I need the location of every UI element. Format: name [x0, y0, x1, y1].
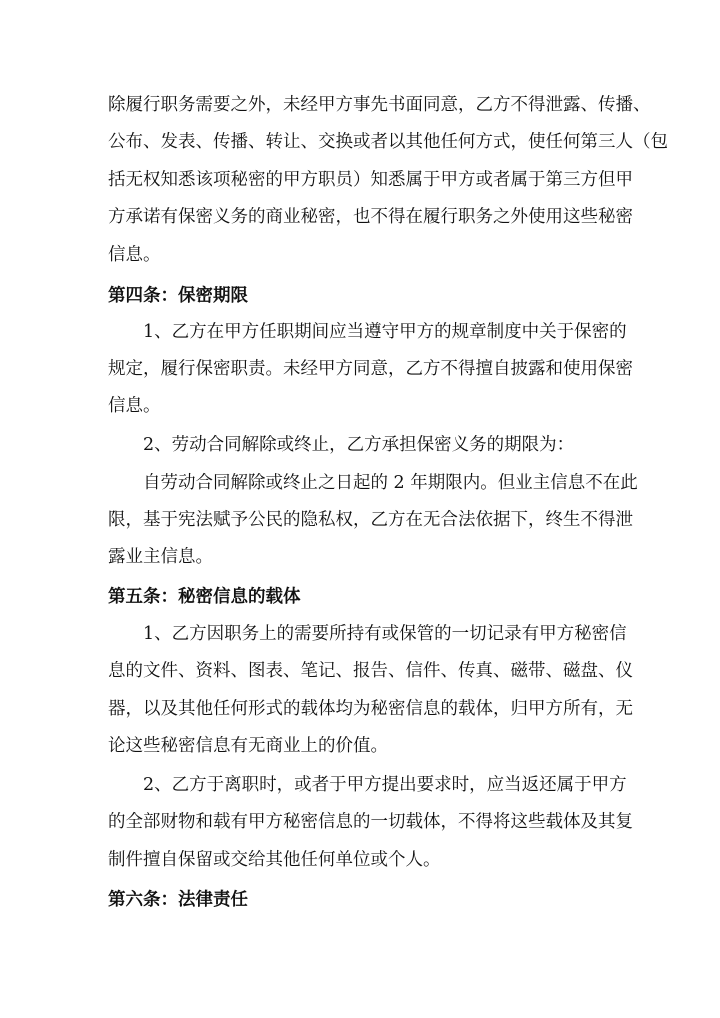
article4-p1-line-1: 1、乙方在甲方任职期间应当遵守甲方的规章制度中关于保密的 — [143, 322, 627, 342]
intro-line-3: 括无权知悉该项秘密的甲方职员）知悉属于甲方或者属于第三方但甲 — [108, 170, 633, 190]
article4-p1-line-3: 信息。 — [108, 396, 161, 416]
article4-title: 第四条：保密期限 — [108, 286, 248, 306]
article5-p2-line-2: 的全部财物和载有甲方秘密信息的一切载体，不得将这些载体及其复 — [108, 812, 633, 832]
article5-p2-line-3: 制件擅自保留或交给其他任何单位或个人。 — [108, 850, 441, 870]
article5-p2-line-1: 2、乙方于离职时，或者于甲方提出要求时，应当返还属于甲方 — [143, 775, 627, 795]
article5-p1-line-2: 息的文件、资料、图表、笔记、报告、信件、传真、磁带、磁盘、仪 — [108, 661, 633, 681]
article4-p3-line-3: 露业主信息。 — [108, 547, 213, 567]
article4-p1-line-2: 规定，履行保密职责。未经甲方同意，乙方不得擅自披露和使用保密 — [108, 359, 633, 379]
intro-line-5: 信息。 — [108, 245, 161, 265]
intro-line-2: 公布、发表、传播、转让、交换或者以其他任何方式，使任何第三人（包 — [108, 132, 668, 152]
article5-p1-line-4: 论这些秘密信息有无商业上的价值。 — [108, 736, 388, 756]
intro-line-4: 方承诺有保密义务的商业秘密，也不得在履行职务之外使用这些秘密 — [108, 207, 633, 227]
intro-line-1: 除履行职务需要之外，未经甲方事先书面同意，乙方不得泄露、传播、 — [108, 95, 651, 115]
article5-title: 第五条：秘密信息的载体 — [108, 587, 301, 607]
article4-p2-line-1: 2、劳动合同解除或终止，乙方承担保密义务的期限为： — [143, 435, 575, 455]
article6-title: 第六条：法律责任 — [108, 890, 248, 910]
article5-p1-line-1: 1、乙方因职务上的需要所持有或保管的一切记录有甲方秘密信 — [143, 624, 627, 644]
article4-p3-line-2: 限，基于宪法赋予公民的隐私权，乙方在无合法依据下，终生不得泄 — [108, 510, 633, 530]
article4-p3-line-1: 自劳动合同解除或终止之日起的 2 年期限内。但业主信息不在此 — [143, 473, 638, 493]
article5-p1-line-3: 器，以及其他任何形式的载体均为秘密信息的载体，归甲方所有，无 — [108, 699, 633, 719]
